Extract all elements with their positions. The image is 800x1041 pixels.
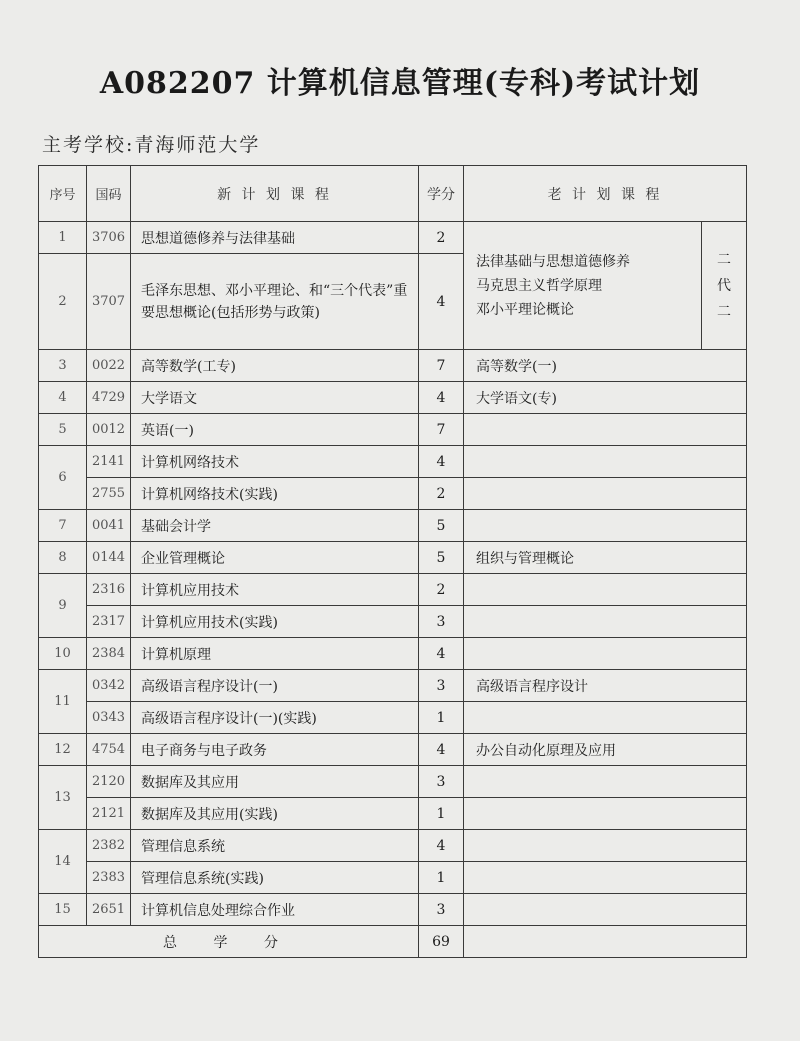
row-no: 4 [39,382,87,414]
row-old-course [464,414,747,446]
row-no: 1 [39,222,87,254]
row-code: 4754 [87,734,131,766]
row-course: 高级语言程序设计(一) [131,670,419,702]
row-no: 5 [39,414,87,446]
table-row [39,350,747,382]
row-code: 0144 [87,542,131,574]
row-old-course [464,766,747,798]
row-no: 15 [39,894,87,926]
total-label: 总 学 分 [39,926,419,958]
school-name: 主考学校:青海师范大学 [42,134,261,156]
header-old-course: 老 计 划 课 程 [464,166,747,222]
row-course: 思想道德修养与法律基础 [131,222,419,254]
row-course: 管理信息系统(实践) [131,862,419,894]
table-row [39,446,747,478]
row-code: 0041 [87,510,131,542]
row-credit: 2 [419,574,464,606]
row-code: 2141 [87,446,131,478]
row-credit: 1 [419,798,464,830]
row-code: 3706 [87,222,131,254]
header-new-course: 新 计 划 课 程 [131,166,419,222]
table-row [39,574,747,606]
row-code: 0012 [87,414,131,446]
row-code: 2651 [87,894,131,926]
row-old-course: 大学语文(专) [464,382,747,414]
row-course: 计算机应用技术(实践) [131,606,419,638]
row-old-course [464,862,747,894]
old-course-group [464,222,702,350]
row-code: 2383 [87,862,131,894]
row-old-course [464,830,747,862]
row-code: 2317 [87,606,131,638]
row-old-course [464,798,747,830]
row-code: 0342 [87,670,131,702]
row-credit: 7 [419,350,464,382]
table-row [39,606,747,638]
row-course: 计算机原理 [131,638,419,670]
row-no: 10 [39,638,87,670]
row-credit: 3 [419,766,464,798]
row-old-course [464,894,747,926]
row-credit: 4 [419,254,464,350]
row-credit: 5 [419,542,464,574]
table-row [39,798,747,830]
page-title: A082207 计算机信息管理(专科)考试计划 [99,66,701,101]
row-course: 计算机网络技术(实践) [131,478,419,510]
row-no: 6 [39,446,87,510]
header-credit: 学分 [419,166,464,222]
row-course: 计算机应用技术 [131,574,419,606]
total-row [39,926,747,958]
row-code: 4729 [87,382,131,414]
old-course-line: 马克思主义哲学原理 [476,277,602,294]
row-credit: 4 [419,638,464,670]
row-course: 数据库及其应用(实践) [131,798,419,830]
row-no: 9 [39,574,87,638]
table-row [39,638,747,670]
row-code: 2316 [87,574,131,606]
header-row [39,166,747,222]
row-credit: 3 [419,606,464,638]
row-old-course [464,510,747,542]
row-code: 0022 [87,350,131,382]
side-char: 二 [717,251,731,268]
total-old-empty [464,926,747,958]
row-old-course: 组织与管理概论 [464,542,747,574]
row-old-course [464,606,747,638]
row-no: 2 [39,254,87,350]
row-credit: 4 [419,382,464,414]
row-no: 7 [39,510,87,542]
table-row [39,222,747,254]
row-course: 高级语言程序设计(一)(实践) [131,702,419,734]
row-no: 13 [39,766,87,830]
row-code: 0343 [87,702,131,734]
row-credit: 5 [419,510,464,542]
header-code: 国码 [87,166,131,222]
row-code: 2755 [87,478,131,510]
row-credit: 3 [419,894,464,926]
side-char: 二 [717,303,731,320]
row-course: 计算机网络技术 [131,446,419,478]
row-code: 2121 [87,798,131,830]
row-no: 8 [39,542,87,574]
row-credit: 2 [419,478,464,510]
exam-plan-table [38,165,747,958]
row-course: 英语(一) [131,414,419,446]
row-course: 大学语文 [131,382,419,414]
old-course-line: 法律基础与思想道德修养 [476,253,630,270]
row-course: 基础会计学 [131,510,419,542]
row-course: 企业管理概论 [131,542,419,574]
row-old-course: 高级语言程序设计 [464,670,747,702]
row-code: 2382 [87,830,131,862]
table-row [39,670,747,702]
header-no: 序号 [39,166,87,222]
row-old-course [464,478,747,510]
table-row [39,734,747,766]
row-no: 3 [39,350,87,382]
row-no: 11 [39,670,87,734]
row-code: 2120 [87,766,131,798]
row-credit: 4 [419,830,464,862]
row-no: 12 [39,734,87,766]
old-course-line: 邓小平理论概论 [476,301,574,318]
row-course: 电子商务与电子政务 [131,734,419,766]
row-credit: 4 [419,446,464,478]
row-code: 3707 [87,254,131,350]
row-old-course [464,702,747,734]
table-row [39,414,747,446]
row-course: 管理信息系统 [131,830,419,862]
table-row [39,766,747,798]
row-old-course [464,446,747,478]
old-course-side-note [702,222,747,350]
row-credit: 1 [419,702,464,734]
side-char: 代 [717,277,731,294]
row-course: 计算机信息处理综合作业 [131,894,419,926]
row-course: 毛泽东思想、邓小平理论、和“三个代表”重要思想概论(包括形势与政策) [131,254,419,350]
table-row [39,830,747,862]
table-row [39,478,747,510]
row-course: 高等数学(工专) [131,350,419,382]
row-old-course: 高等数学(一) [464,350,747,382]
row-credit: 2 [419,222,464,254]
row-course: 数据库及其应用 [131,766,419,798]
row-old-course [464,574,747,606]
table-row [39,862,747,894]
row-no: 14 [39,830,87,894]
table-row [39,894,747,926]
row-credit: 4 [419,734,464,766]
table-row [39,542,747,574]
row-credit: 1 [419,862,464,894]
row-code: 2384 [87,638,131,670]
row-old-course [464,638,747,670]
table-row [39,382,747,414]
row-credit: 7 [419,414,464,446]
total-credit: 69 [419,926,464,958]
table-row [39,510,747,542]
table-row [39,702,747,734]
row-old-course: 办公自动化原理及应用 [464,734,747,766]
row-credit: 3 [419,670,464,702]
